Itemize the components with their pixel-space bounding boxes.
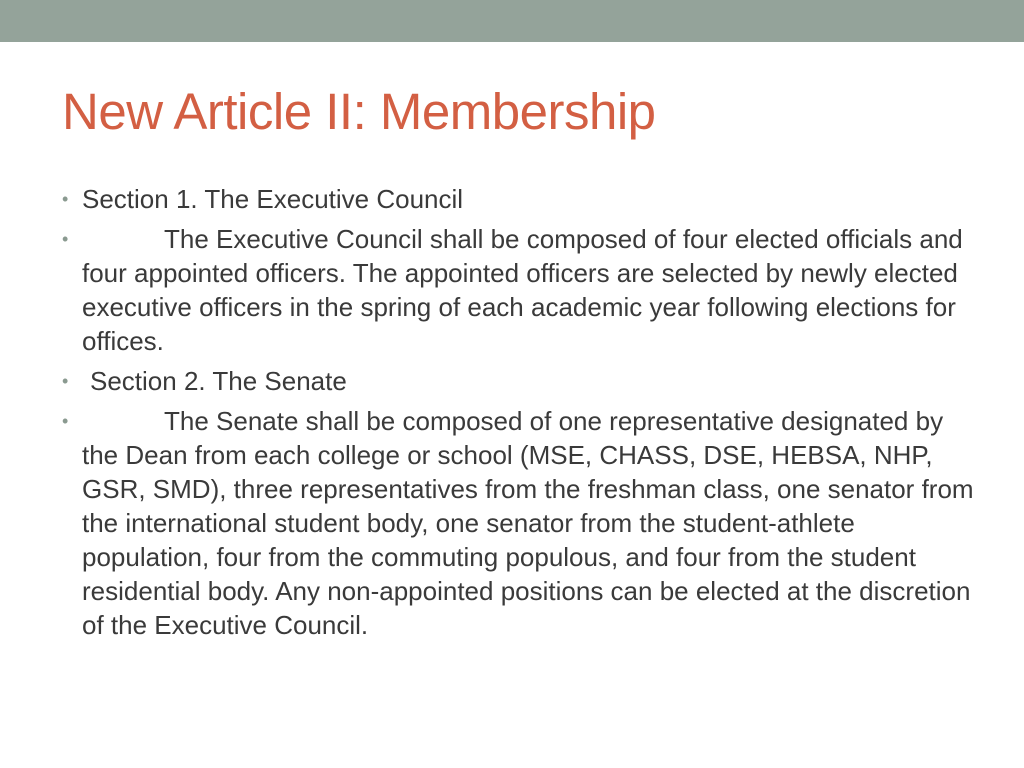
bullet-text: Section 2. The Senate bbox=[90, 366, 347, 396]
bullet-section-1-body bbox=[62, 222, 977, 358]
bullet-dot-icon: • bbox=[62, 189, 69, 209]
top-accent-bar bbox=[0, 0, 1024, 42]
bullet-dot-icon: • bbox=[62, 229, 69, 249]
bullet-section-2-heading bbox=[62, 364, 977, 398]
bullet-section-1-heading bbox=[62, 182, 977, 216]
bullet-dot-icon: • bbox=[62, 411, 69, 431]
bullet-text: Section 1. The Executive Council bbox=[82, 184, 464, 214]
bullet-list bbox=[62, 182, 977, 648]
bullet-text: The Senate shall be composed of one representative designated by the Dean from each college or school (MSE, CHASS, DSE, HEBSA, NHP, GSR, SMD), three representatives from the freshman class, one senator from the international student body, one senator from the student-athlete population, four from the commuting populous, and four from the student residential body. Any non-appointed positions can be elected at the discretion of the Executive Council. bbox=[82, 406, 974, 640]
bullet-section-2-body bbox=[62, 404, 977, 642]
bullet-text: The Executive Council shall be composed of four elected officials and four appointed officers. The appointed officers are selected by newly elected executive officers in the spring of each academic year following elections for offices. bbox=[82, 224, 963, 356]
slide-title: New Article II: Membership bbox=[62, 83, 656, 140]
bullet-dot-icon: • bbox=[62, 371, 69, 391]
